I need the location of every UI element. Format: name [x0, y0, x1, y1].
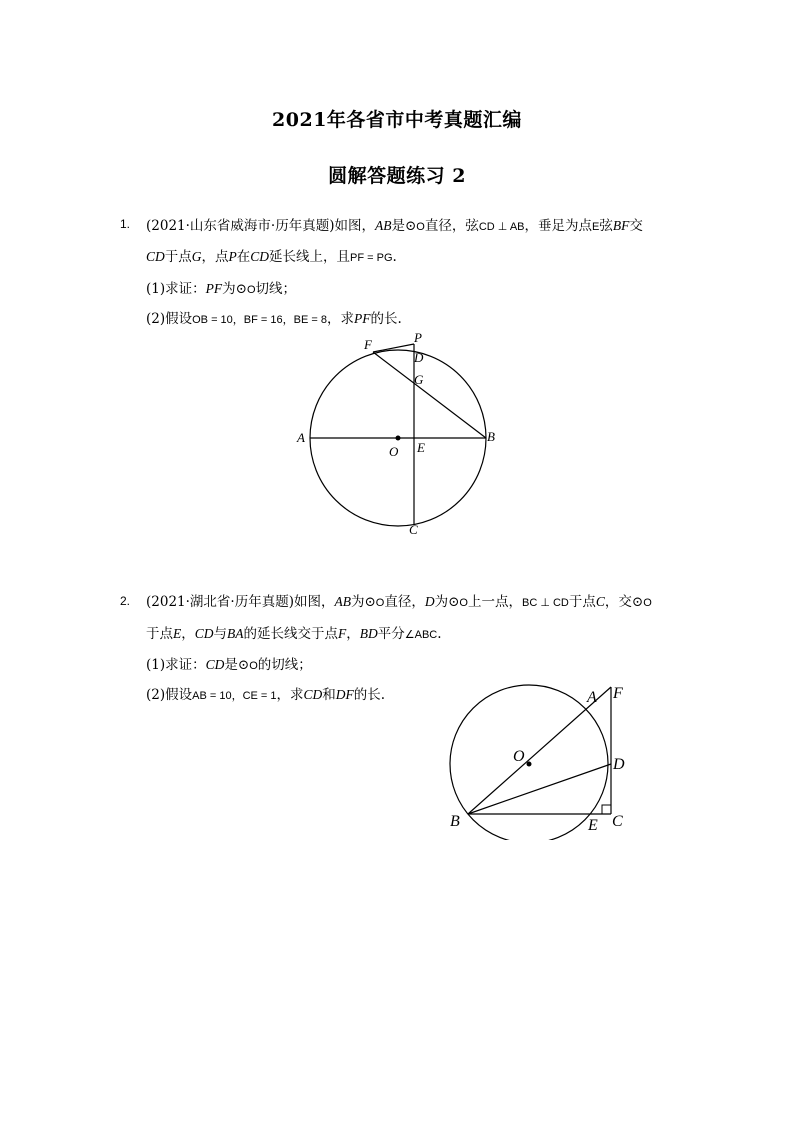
question-2-number: 2.: [120, 594, 131, 608]
label-o: O: [389, 444, 399, 459]
label-e: E: [417, 440, 425, 455]
label-p: P: [414, 330, 422, 345]
question-2-figure: [440, 680, 640, 840]
line-bf: [468, 687, 611, 814]
question-2-line-1: (2021·湖北省·历年真题)如图，AB为⊙O直径，D为⊙O上一点，BC ⊥ CD于点C，交⊙O: [146, 594, 652, 610]
question-2-line-2: 于点E，CD与BA的延长线交于点F，BD平分∠ABC.: [146, 626, 442, 642]
question-1-line-2: CD于点G，点P在CD延长线上，且PF = PG.: [146, 249, 397, 265]
label-b: B: [450, 813, 460, 830]
circle-symbol: ⊙: [404, 218, 417, 234]
center-point-o: [527, 762, 532, 767]
document-title: 2021年各省市中考真题汇编: [272, 109, 522, 131]
question-1-part-1: (1)求证：PF为⊙O切线；: [146, 281, 296, 297]
right-angle-mark: [602, 805, 611, 814]
chord-bf: [373, 352, 486, 438]
label-g: G: [414, 372, 424, 387]
question-1-figure: [290, 330, 510, 540]
question-2-source: (2021·湖北省·历年真题): [146, 594, 294, 610]
question-1-number: 1.: [120, 217, 131, 231]
document-subtitle: 圆解答题练习 2: [328, 165, 466, 187]
question-1-source: (2021·山东省威海市·历年真题): [146, 218, 335, 234]
question-2-part-1: (1)求证：CD是⊙O的切线；: [146, 657, 312, 673]
circle-symbol: ⊙: [631, 594, 644, 610]
chord-bd: [468, 764, 611, 814]
label-f: F: [364, 337, 372, 352]
label-a: A: [587, 689, 597, 706]
label-e: E: [588, 817, 598, 834]
question-2-part-2: (2)假设AB = 10，CE = 1，求CD和DF的长.: [146, 687, 386, 703]
question-1-line-1: (2021·山东省威海市·历年真题)如图，AB是⊙O直径，弦CD ⊥ AB，垂足为点E弦BF交: [146, 218, 643, 234]
label-a: A: [297, 430, 305, 445]
center-point-o: [396, 436, 401, 441]
label-d: D: [414, 350, 424, 365]
label-f: F: [613, 685, 623, 702]
circle-symbol: ⊙: [235, 281, 247, 297]
label-o: O: [513, 748, 525, 765]
circle-symbol: ⊙: [448, 594, 460, 610]
label-c: C: [409, 522, 418, 537]
question-1-part-2: (2)假设OB = 10，BF = 16，BE = 8，求PF的长.: [146, 311, 402, 327]
circle-symbol: ⊙: [237, 657, 250, 673]
circle-symbol: ⊙: [364, 594, 376, 610]
label-d: D: [613, 756, 625, 773]
label-c: C: [612, 813, 623, 830]
label-b: B: [487, 429, 495, 444]
